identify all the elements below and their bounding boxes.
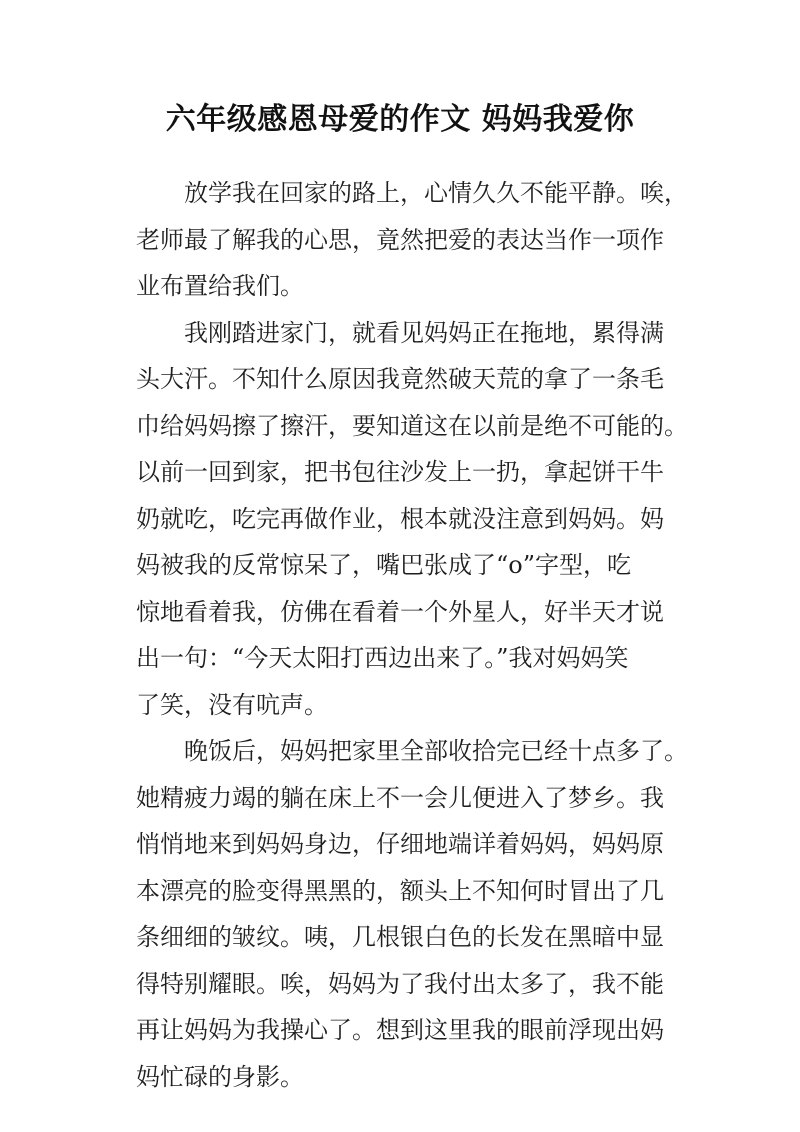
text-line: 放学我在回家的路上，心情久久不能平静。唉， xyxy=(184,179,688,207)
text-line: 悄悄地来到妈妈身边，仔细地端详着妈妈，妈妈原 xyxy=(136,830,664,858)
text-line: 业布置给我们。 xyxy=(136,272,304,300)
text-line: 本漂亮的脸变得黑黑的，额头上不知何时冒出了几 xyxy=(136,876,664,905)
text-line: 了笑，没有吭声。 xyxy=(136,690,328,719)
paragraph-1 xyxy=(136,170,688,310)
paragraph-3 xyxy=(136,728,688,1100)
document-body xyxy=(136,170,688,1100)
text-line: 惊地看着我，仿佛在看着一个外星人，好半天才说 xyxy=(136,597,664,626)
text-line: 头大汗。不知什么原因我竟然破天荒的拿了一条毛 xyxy=(136,365,664,393)
text-line: 她精疲力竭的躺在床上不一会儿便进入了梦乡。我 xyxy=(136,783,664,812)
text-line: 老师最了解我的心思，竟然把爱的表达当作一项作 xyxy=(136,225,664,254)
text-line: 巾给妈妈擦了擦汗，要知道这在以前是绝不可能的。 xyxy=(136,411,688,440)
document-title: 六年级感恩母爱的作文 妈妈我爱你 xyxy=(165,102,635,137)
text-line: 我刚踏进家门，就看见妈妈正在拖地，累得满 xyxy=(184,318,664,347)
text-line: 妈被我的反常惊呆了，嘴巴张成了“o”字型，吃 xyxy=(136,551,631,579)
paragraph-2 xyxy=(136,310,688,729)
text-line: 以前一回到家，把书包往沙发上一扔，拿起饼干牛 xyxy=(136,458,664,486)
text-line: 得特别耀眼。唉，妈妈为了我付出太多了，我不能 xyxy=(136,969,664,998)
text-line: 再让妈妈为我操心了。想到这里我的眼前浮现出妈 xyxy=(136,1016,664,1044)
text-line: 出一句：“今天太阳打西边出来了。”我对妈妈笑 xyxy=(136,644,629,672)
text-line: 晚饭后，妈妈把家里全部收拾完已经十点多了。 xyxy=(184,737,688,765)
text-line: 条细细的皱纹。咦，几根银白色的长发在黑暗中显 xyxy=(136,923,664,951)
text-line: 奶就吃，吃完再做作业，根本就没注意到妈妈。妈 xyxy=(136,504,664,533)
text-line: 妈忙碌的身影。 xyxy=(136,1062,304,1091)
